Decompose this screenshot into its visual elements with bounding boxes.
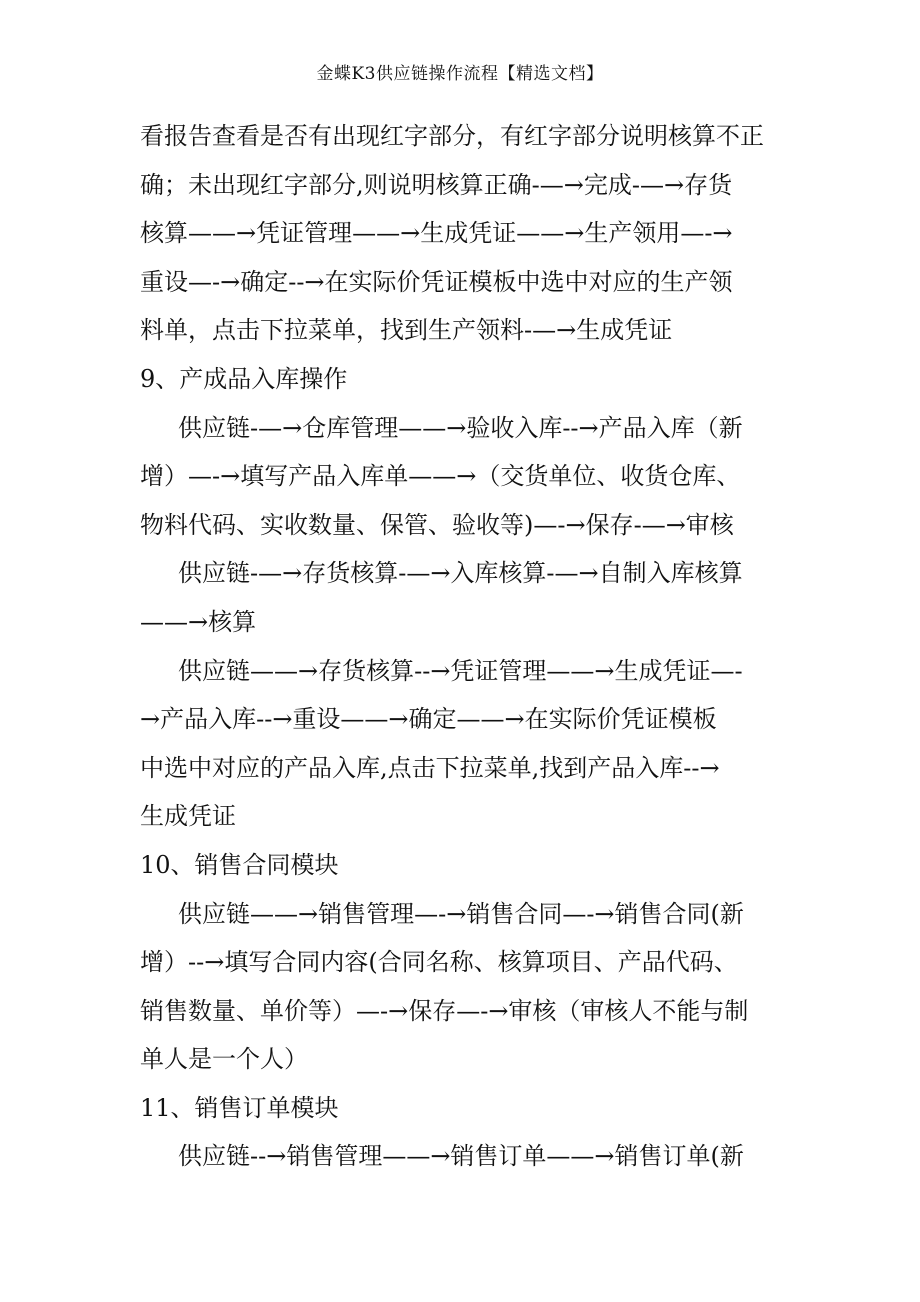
text-line-4: 重设—-→确定--→在实际价凭证模板中选中对应的生产领: [140, 267, 733, 296]
text-line-17: 供应链——→销售管理—-→销售合同—-→销售合同(新: [178, 899, 744, 928]
text-line-5: 料单，点击下拉菜单，找到生产领料-—→生成凭证: [140, 316, 673, 345]
section-heading-9: 9、产成品入库操作: [140, 364, 348, 393]
text-line-18: 增）--→填写合同内容(合同名称、核算项目、产品代码、: [140, 948, 738, 977]
text-line-11: ——→核算: [140, 607, 257, 636]
section-heading-10: 10、销售合同模块: [140, 850, 339, 879]
text-line-22: 供应链--→销售管理——→销售订单——→销售订单(新: [178, 1142, 744, 1171]
text-line-19: 销售数量、单价等）—-→保存—-→审核（审核人不能与制: [140, 996, 749, 1025]
text-line-8: 增）—-→填写产品入库单——→（交货单位、收货仓库、: [140, 462, 741, 491]
text-line-2: 确；未出现红字部分,则说明核算正确-—→完成-—→存货: [140, 170, 733, 199]
text-line-15: 生成凭证: [140, 802, 236, 831]
text-line-1: 看报告查看是否有出现红字部分，有红字部分说明核算不正: [140, 122, 764, 150]
text-line-12: 供应链——→存货核算--→凭证管理——→生成凭证—-: [178, 656, 743, 685]
text-line-20: 单人是一个人）: [140, 1045, 308, 1074]
text-line-3: 核算——→凭证管理——→生成凭证——→生产领用—-→: [140, 219, 733, 248]
text-line-10: 供应链-—→存货核算-—→入库核算-—→自制入库核算: [178, 559, 743, 588]
document-body: [140, 112, 785, 1181]
section-heading-11: 11、销售订单模块: [140, 1093, 339, 1122]
page-header: 金蝶K3供应链操作流程【精选文档】: [316, 64, 604, 84]
text-line-13: →产品入库--→重设——→确定——→在实际价凭证模板: [140, 705, 717, 734]
text-line-9: 物料代码、实收数量、保管、验收等)—-→保存-—→审核: [140, 510, 734, 539]
text-line-14: 中选中对应的产品入库,点击下拉菜单,找到产品入库--→: [140, 753, 720, 782]
text-line-7: 供应链-—→仓库管理——→验收入库--→产品入库（新: [178, 413, 743, 442]
